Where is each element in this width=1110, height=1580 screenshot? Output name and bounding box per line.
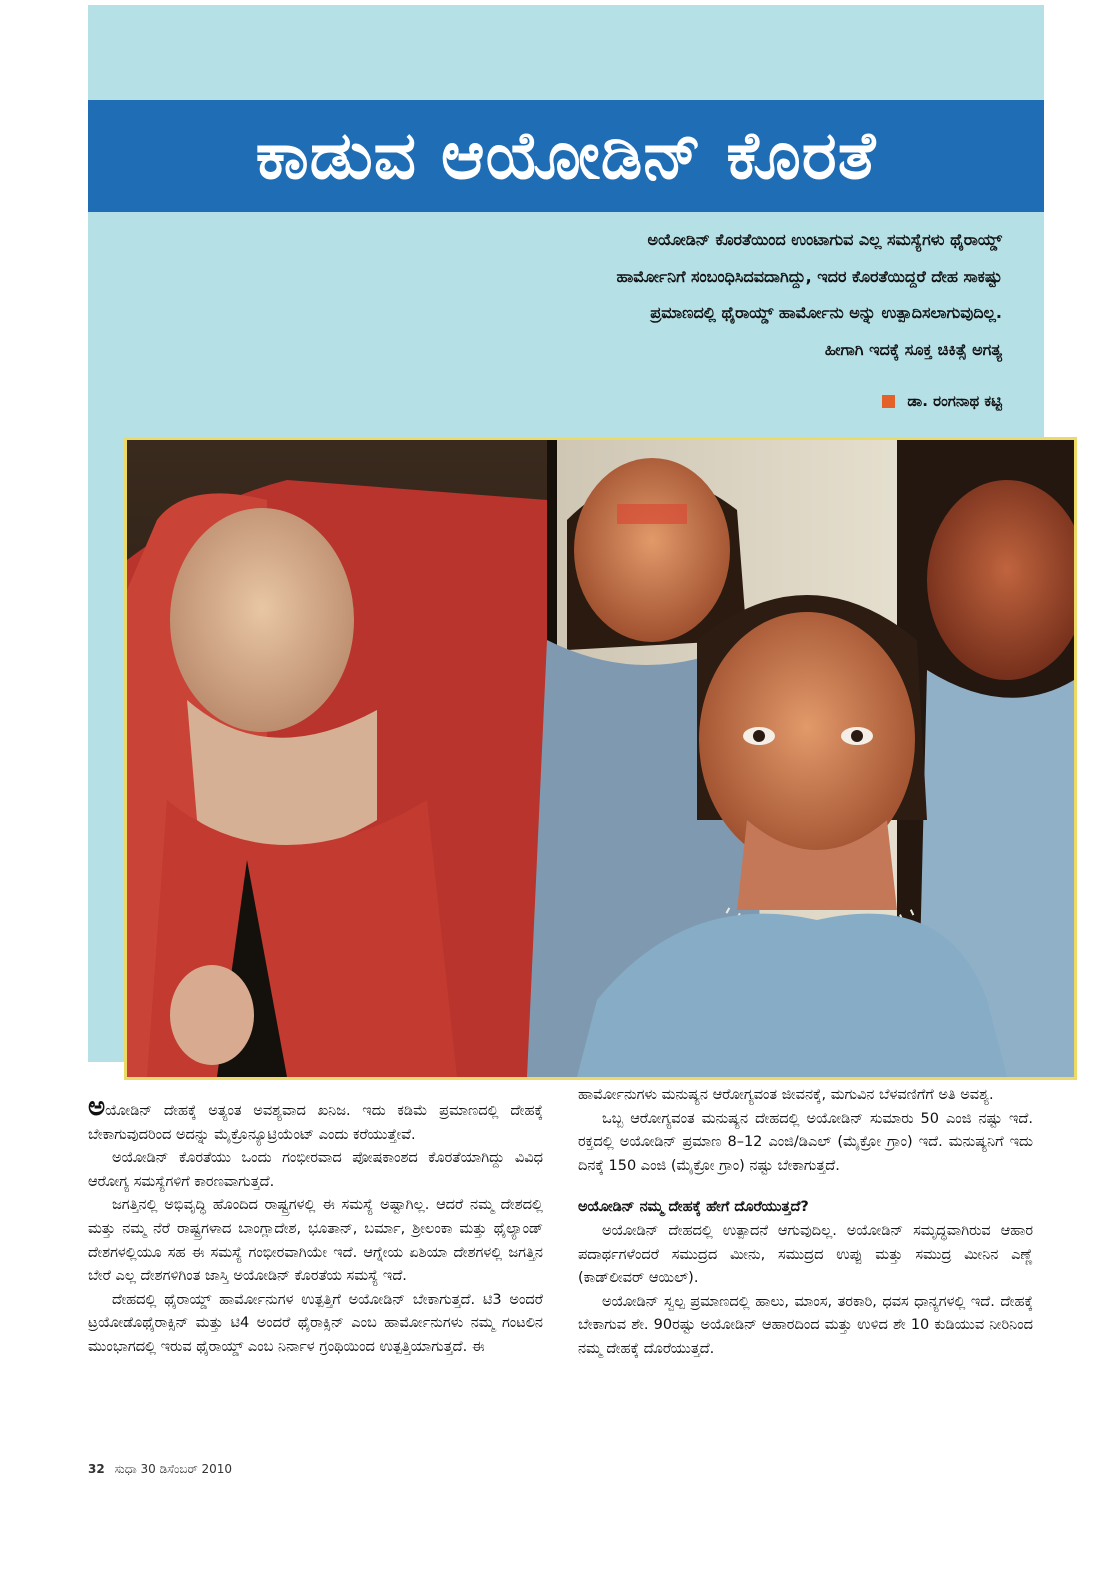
page-footer <box>88 1462 232 1477</box>
intro-line: ಹೀಗಾಗಿ ಇದಕ್ಕೆ ಸೂಕ್ತ ಚಿಕಿತ್ಸೆ ಅಗತ್ಯ <box>824 339 1002 359</box>
intro-line: ಹಾರ್ಮೋನಿಗೆ ಸಂಬಂಧಿಸಿದವದಾಗಿದ್ದು, ಇದರ ಕೊರತೆಯಿದ್ದರೆ ದೇಹ ಸಾಕಷ್ಟು <box>616 266 1002 286</box>
body-column-right <box>578 1084 1033 1362</box>
title-band <box>88 100 1044 212</box>
intro-line: ಅಯೋಡಿನ್ ಕೊರತೆಯಿಂದ ಉಂಟಾಗುವ ಎಲ್ಲ ಸಮಸ್ಯೆಗಳು ಥೈರಾಯ್ಡ್ <box>647 230 1002 249</box>
intro-line: ಪ್ರಮಾಣದಲ್ಲಿ ಥೈರಾಯ್ಡ್ ಹಾರ್ಮೋನು ಅನ್ನು ಉತ್ಪಾದಿಸಲಾಗುವುದಿಲ್ಲ. <box>650 303 1002 322</box>
body-paragraph: ಒಬ್ಬ ಆರೋಗ್ಯವಂತ ಮನುಷ್ಯನ ದೇಹದಲ್ಲಿ ಅಯೋಡಿನ್ ಸುಮಾರು 50 ಎಂಜಿ ನಷ್ಟು ಇದೆ. ರಕ್ತದಲ್ಲಿ ಅಯೋಡಿನ್ ಪ್ರಮಾಣ 8–12 ಎಂಜಿ/ಡಿಎಲ್ (ಮೈಕ್ರೋ ಗ್ರಾಂ) ಇದೆ. ಮನುಷ್ಯನಿಗೆ ಇದು ದಿನಕ್ಕೆ 150 ಎಂಜಿ (ಮೈಕ್ರೋ ಗ್ರಾಂ) ನಷ್ಟು ಬೇಕಾಗುತ್ತದೆ. <box>578 1110 1033 1174</box>
byline <box>882 392 1002 410</box>
body-paragraph: ಅಯೋಡಿನ್ ಕೊರತೆಯು ಒಂದು ಗಂಭೀರವಾದ ಪೋಷಕಾಂಶದ ಕೊರತೆಯಾಗಿದ್ದು ವಿವಿಧ ಆರೋಗ್ಯ ಸಮಸ್ಯೆಗಳಿಗೆ ಕಾರಣವಾಗುತ್ತದೆ. <box>88 1150 543 1190</box>
author-name: ಡಾ. ರಂಗನಾಥ ಕಟ್ಟಿ <box>907 392 1002 410</box>
drop-cap: ಅ <box>88 1092 106 1122</box>
body-paragraph: ಜಗತ್ತಿನಲ್ಲಿ ಅಭಿವೃದ್ಧಿ ಹೊಂದಿದ ರಾಷ್ಟ್ರಗಳಲ್ಲಿ ಈ ಸಮಸ್ಯೆ ಅಷ್ಟಾಗಿಲ್ಲ. ಆದರೆ ನಮ್ಮ ದೇಶದಲ್ಲಿ ಮತ್ತು ನಮ್ಮ ನೆರೆ ರಾಷ್ಟ್ರಗಳಾದ ಬಾಂಗ್ಲಾದೇಶ, ಭೂತಾನ್, ಬರ್ಮಾ, ಶ್ರೀಲಂಕಾ ಮತ್ತು ಥೈಲ್ಯಾಂಡ್ ದೇಶಗಳಲ್ಲಿಯೂ ಸಹ ಈ ಸಮಸ್ಯೆ ಗಂಭೀರವಾಗಿಯೇ ಇದೆ. ಆಗ್ನೇಯ ಏಶಿಯಾ ದೇಶಗಳಲ್ಲಿ ಜಗತ್ತಿನ ಬೇರೆ ಎಲ್ಲ ದೇಶಗಳಿಗಿಂತ ಜಾಸ್ತಿ ಅಯೋಡಿನ್ ಕೊರತೆಯ ಸಮಸ್ಯೆ ಇದೆ. <box>88 1197 543 1285</box>
body-paragraph: ಅಯೋಡಿನ್ ದೇಹದಲ್ಲಿ ಉತ್ಪಾದನೆ ಆಗುವುದಿಲ್ಲ. ಅಯೋಡಿನ್ ಸಮೃದ್ಧವಾಗಿರುವ ಆಹಾರ ಪದಾರ್ಥಗಳೆಂದರೆ ಸಮುದ್ರದ ಮೀನು, ಸಮುದ್ರದ ಉಪ್ಪು ಮತ್ತು ಸಮುದ್ರ ಮೀನಿನ ಎಣ್ಣೆ (ಕಾಡ್‌ಲೀವರ್ ಆಯಿಲ್). <box>578 1222 1033 1287</box>
intro-standfirst <box>380 222 1002 368</box>
publication-info: ಸುಧಾ 30 ಡಿಸೆಂಬರ್ 2010 <box>114 1462 233 1476</box>
article-photo <box>124 437 1077 1080</box>
body-paragraph: ಅಯೋಡಿನ್ ಸ್ವಲ್ಪ ಪ್ರಮಾಣದಲ್ಲಿ ಹಾಲು, ಮಾಂಸ, ತರಕಾರಿ, ಧವಸ ಧಾನ್ಯಗಳಲ್ಲಿ ಇದೆ. ದೇಹಕ್ಕೆ ಬೇಕಾಗುವ ಶೇ. 90ರಷ್ಟು ಅಯೋಡಿನ್ ಆಹಾರದಿಂದ ಮತ್ತು ಉಳಿದ ಶೇ 10 ಕುಡಿಯುವ ನೀರಿನಿಂದ ನಮ್ಮ ದೇಹಕ್ಕೆ ದೊರೆಯುತ್ತದೆ. <box>578 1293 1033 1357</box>
body-paragraph: ದೇಹದಲ್ಲಿ ಥೈರಾಯ್ಡ್ ಹಾರ್ಮೋನುಗಳ ಉತ್ಪತ್ತಿಗೆ ಅಯೋಡಿನ್ ಬೇಕಾಗುತ್ತದೆ. ಟಿ3 ಅಂದರೆ ಟ್ರಯೋಡೊಥೈರಾಕ್ಸಿನ್ ಮತ್ತು ಟಿ4 ಅಂದರೆ ಥೈರಾಕ್ಸಿನ್ ಎಂಬ ಹಾರ್ಮೋನುಗಳು ನಮ್ಮ ಗಂಟಲಿನ ಮುಂಭಾಗದಲ್ಲಿ ಇರುವ ಥೈರಾಯ್ಡ್ ಎಂಬ ನಿರ್ನಾಳ ಗ್ರಂಥಿಯಿಂದ ಉತ್ಪತ್ತಿಯಾಗುತ್ತದೆ. ಈ <box>88 1291 543 1355</box>
byline-marker-icon <box>882 395 895 408</box>
body-paragraph: ಹಾರ್ಮೋನುಗಳು ಮನುಷ್ಯನ ಆರೋಗ್ಯವಂತ ಜೀವನಕ್ಕೆ, ಮಗುವಿನ ಬೆಳವಣಿಗೆಗೆ ಅತಿ ಅವಶ್ಯ. <box>578 1087 994 1103</box>
body-paragraph <box>88 1092 543 1147</box>
paragraph-text: ಯೋಡಿನ್ ದೇಹಕ್ಕೆ ಅತ್ಯಂತ ಅವಶ್ಯವಾದ ಖನಿಜ. ಇದು ಕಡಿಮೆ ಪ್ರಮಾಣದಲ್ಲಿ ದೇಹಕ್ಕೆ ಬೇಕಾಗುವುದರಿಂದ ಅದನ್ನು ಮೈಕ್ರೊನ್ಯೂಟ್ರಿಯೆಂಟ್ ಎಂದು ಕರೆಯುತ್ತೇವೆ. <box>88 1103 543 1143</box>
article-title: ಕಾಡುವ ಆಯೋಡಿನ್ ಕೊರತೆ <box>255 116 877 194</box>
page-number: 32 <box>88 1462 105 1476</box>
photo-illustration <box>127 440 1074 1077</box>
photo-child-left <box>127 480 547 1077</box>
section-subheading: ಅಯೋಡಿನ್ ನಮ್ಮ ದೇಹಕ್ಕೆ ಹೇಗೆ ದೊರೆಯುತ್ತದೆ? <box>578 1199 809 1216</box>
body-column-left <box>88 1092 543 1360</box>
